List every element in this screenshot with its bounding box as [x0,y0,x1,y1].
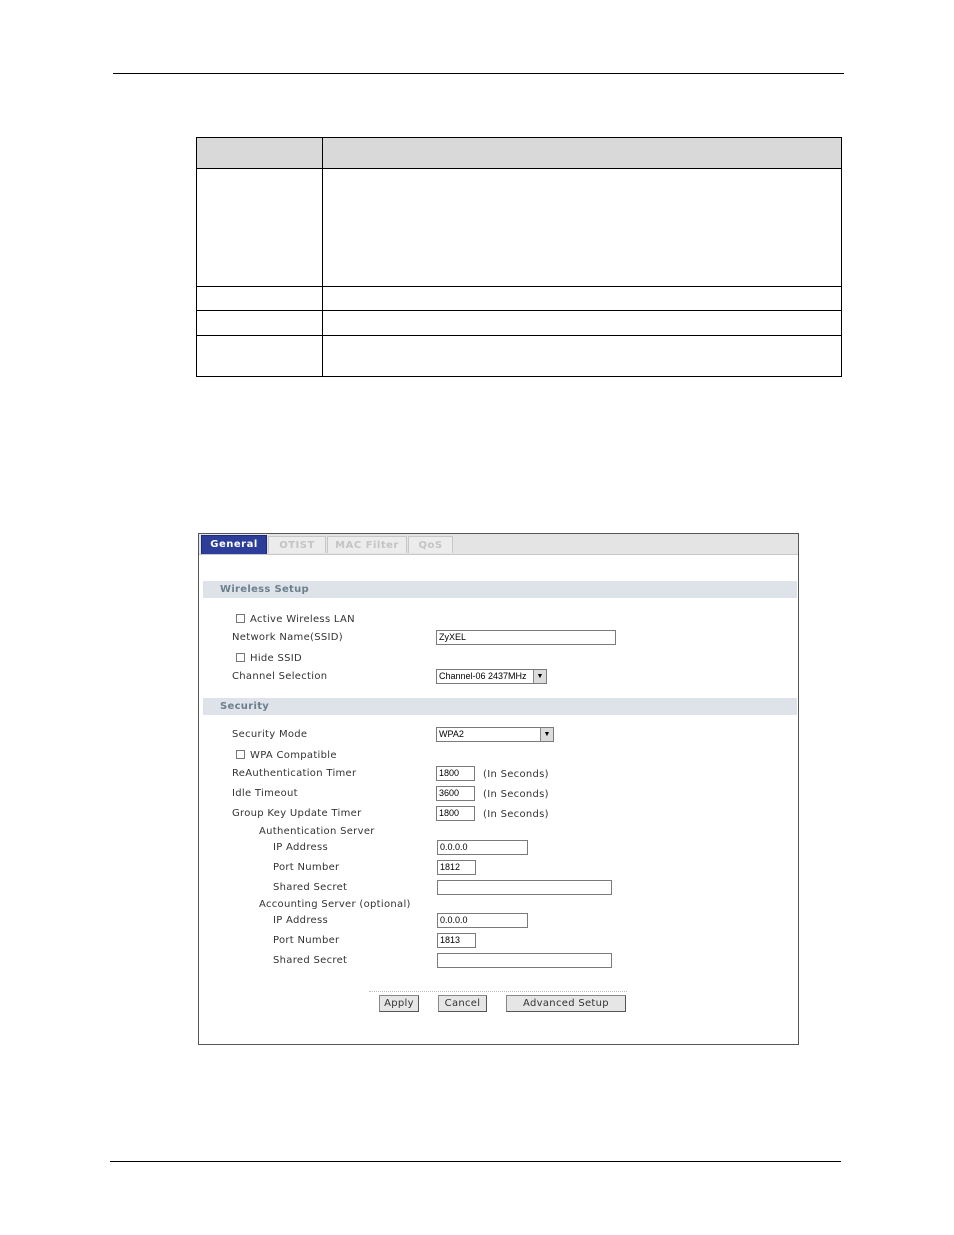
header-rule [113,73,844,74]
wpa-compatible-checkbox[interactable] [236,750,245,759]
acct-secret-label: Shared Secret [273,955,348,966]
chevron-down-icon[interactable]: ▼ [540,728,553,741]
security-header: Security [203,698,797,715]
group-key-timer-input[interactable]: 1800 [436,806,475,821]
reauth-unit-label: (In Seconds) [483,769,549,780]
wpa-compatible-label: WPA Compatible [250,750,337,761]
chevron-down-icon[interactable]: ▼ [533,670,546,683]
active-wireless-lan-checkbox[interactable] [236,614,245,623]
acct-port-label: Port Number [273,935,340,946]
channel-selection-label: Channel Selection [232,671,328,682]
table-cell [197,311,323,336]
apply-button[interactable]: Apply [379,995,419,1012]
hide-ssid-checkbox[interactable] [236,653,245,662]
field-description-table [196,137,842,377]
security-mode-value: WPA2 [439,729,464,739]
table-row [197,287,842,311]
auth-server-heading: Authentication Server [259,826,375,837]
idle-timeout-label: Idle Timeout [232,788,298,799]
table-cell [323,287,842,311]
acct-ip-input[interactable]: 0.0.0.0 [437,913,528,928]
table-cell [323,311,842,336]
tab-otist[interactable]: OTIST [268,536,326,553]
network-name-input[interactable]: ZyXEL [436,630,616,645]
footer-rule [110,1161,841,1162]
auth-port-label: Port Number [273,862,340,873]
tab-mac-filter[interactable]: MAC Filter [327,536,407,553]
auth-secret-label: Shared Secret [273,882,348,893]
table-cell [197,169,323,287]
security-mode-label: Security Mode [232,729,308,740]
tab-qos[interactable]: QoS [408,536,453,553]
table-header-row [197,138,842,169]
auth-ip-input[interactable]: 0.0.0.0 [437,840,528,855]
group-key-timer-label: Group Key Update Timer [232,808,362,819]
idle-unit-label: (In Seconds) [483,789,549,800]
auth-secret-input[interactable] [437,880,612,895]
wireless-settings-screenshot [198,533,799,1045]
tab-bar [199,534,798,555]
tab-general[interactable]: General [201,535,267,554]
advanced-setup-button[interactable]: Advanced Setup [506,995,626,1012]
acct-secret-input[interactable] [437,953,612,968]
security-mode-select[interactable] [436,727,554,742]
table-row [197,169,842,287]
table-cell [323,169,842,287]
table-row [197,311,842,336]
table-row [197,336,842,377]
table-cell [197,287,323,311]
group-key-unit-label: (In Seconds) [483,809,549,820]
channel-select[interactable] [436,669,547,684]
acct-server-heading: Accounting Server (optional) [259,899,411,910]
reauth-timer-label: ReAuthentication Timer [232,768,357,779]
hide-ssid-label: Hide SSID [250,653,303,664]
wireless-setup-header: Wireless Setup [203,581,797,598]
channel-select-value: Channel-06 2437MHz [439,671,527,681]
active-wireless-lan-label: Active Wireless LAN [250,614,355,625]
table-cell [323,336,842,377]
auth-ip-label: IP Address [273,842,328,853]
network-name-label: Network Name(SSID) [232,632,343,643]
acct-ip-label: IP Address [273,915,328,926]
cancel-button[interactable]: Cancel [438,995,487,1012]
table-cell [197,336,323,377]
table-cell [197,138,323,169]
auth-port-input[interactable]: 1812 [437,860,476,875]
table-cell [323,138,842,169]
reauth-timer-input[interactable]: 1800 [436,766,475,781]
acct-port-input[interactable]: 1813 [437,933,476,948]
idle-timeout-input[interactable]: 3600 [436,786,475,801]
button-row-divider [369,991,627,993]
